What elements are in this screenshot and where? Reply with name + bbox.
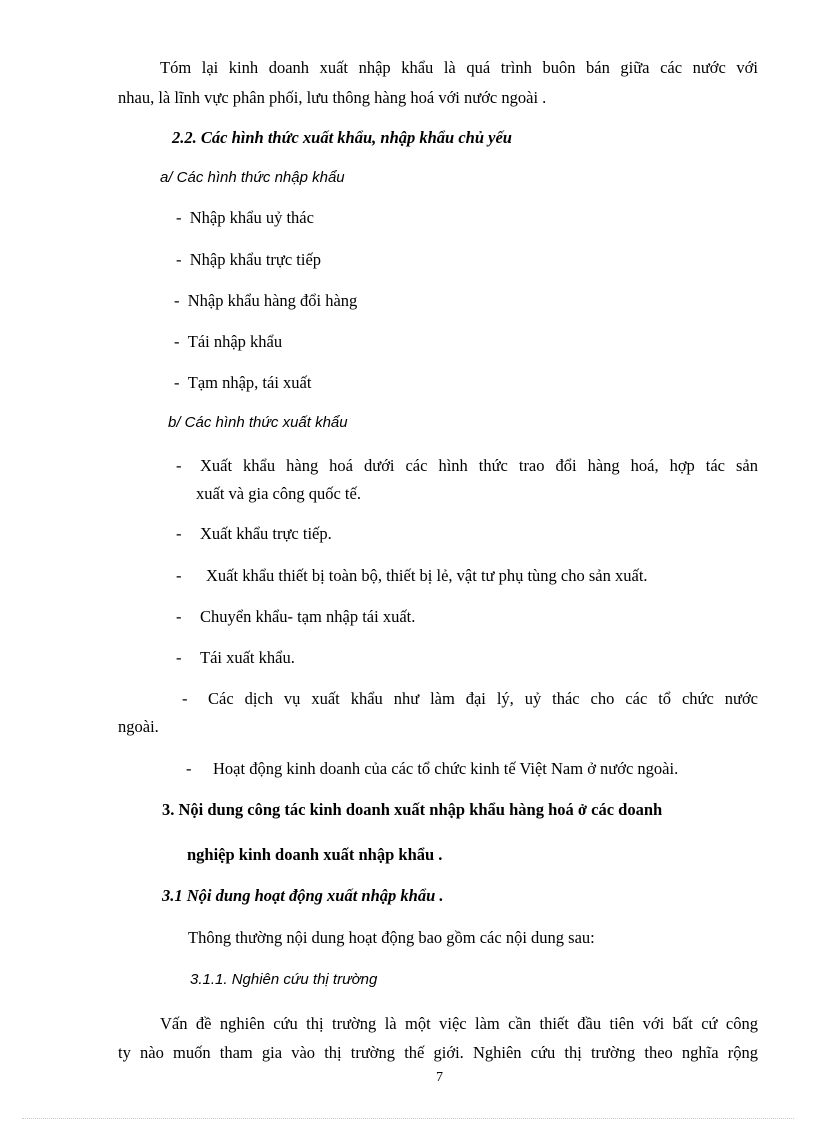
bullet-dash: - (176, 250, 182, 269)
export-item-5: Tái xuất khẩu. (200, 648, 295, 667)
section-3-1-heading: 3.1 Nội dung hoạt động xuất nhập khẩu . (162, 886, 444, 905)
section-3-1-1-para-line-2: ty nào muốn tham gia vào thị trường thế giới. Nghiên cứu thị trường theo nghĩa rộng (118, 1043, 758, 1062)
bullet-dash: - (182, 689, 188, 708)
bullet-dash: - (176, 208, 182, 227)
intro-line-1: Tóm lại kinh doanh xuất nhập khẩu là quá trình buôn bán giữa các nước với (160, 58, 758, 77)
list-item (174, 373, 311, 393)
list-item (174, 332, 282, 352)
export-item-1-line-2: xuất và gia công quốc tế. (196, 484, 361, 503)
export-forms-heading: b/ Các hình thức xuất khẩu (168, 414, 348, 431)
bullet-dash: - (174, 291, 180, 310)
list-item-text: Tạm nhập, tái xuất (187, 373, 312, 392)
bullet-dash: - (186, 759, 192, 778)
bullet-dash: - (176, 607, 182, 626)
section-2-2-heading: 2.2. Các hình thức xuất khẩu, nhập khẩu chủ yếu (172, 128, 512, 147)
bullet-dash: - (176, 524, 182, 543)
section-3-heading-line-2: nghiệp kinh doanh xuất nhập khẩu . (187, 845, 443, 864)
bullet-dash: - (176, 648, 182, 667)
export-item-7: Hoạt động kinh doanh của các tổ chức kinh tế Việt Nam ở nước ngoài. (213, 759, 679, 778)
bullet-dash: - (174, 332, 180, 351)
section-3-1-1-heading: 3.1.1. Nghiên cứu thị trường (190, 971, 378, 988)
export-item-6-line-1: Các dịch vụ xuất khẩu như làm đại lý, uỷ thác cho các tổ chức nước (208, 689, 758, 708)
bullet-dash: - (174, 373, 180, 392)
list-item (176, 250, 321, 270)
section-3-1-1-para-line-1: Vấn đề nghiên cứu thị trường là một việc làm cần thiết đầu tiên với bất cứ công (160, 1014, 758, 1033)
export-item-3: Xuất khẩu thiết bị toàn bộ, thiết bị lẻ, vật tư phụ tùng cho sản xuất. (206, 566, 648, 585)
import-forms-heading: a/ Các hình thức nhập khẩu (160, 169, 345, 186)
list-item (174, 291, 357, 311)
list-item-text: Nhập khẩu trực tiếp (189, 250, 322, 269)
intro-line-2: nhau, là lĩnh vực phân phối, lưu thông hàng hoá với nước ngoài . (118, 88, 547, 107)
bullet-dash: - (176, 456, 182, 475)
export-item-6-line-2: ngoài. (118, 717, 159, 736)
list-item (176, 208, 314, 228)
list-item-text: Nhập khẩu hàng đổi hàng (187, 291, 358, 310)
list-item-text: Tái nhập khẩu (187, 332, 283, 351)
footer-divider (22, 1118, 794, 1119)
section-3-heading-line-1: 3. Nội dung công tác kinh doanh xuất nhập khẩu hàng hoá ở các doanh (162, 800, 663, 819)
export-item-2: Xuất khẩu trực tiếp. (200, 524, 332, 543)
page-number: 7 (436, 1070, 443, 1085)
export-item-1-line-1: Xuất khẩu hàng hoá dưới các hình thức trao đổi hàng hoá, hợp tác sản (200, 456, 758, 475)
section-3-1-intro: Thông thường nội dung hoạt động bao gồm các nội dung sau: (188, 928, 595, 947)
list-item-text: Nhập khẩu uỷ thác (189, 208, 314, 227)
export-item-4: Chuyển khẩu- tạm nhập tái xuất. (200, 607, 416, 626)
bullet-dash: - (176, 566, 182, 585)
